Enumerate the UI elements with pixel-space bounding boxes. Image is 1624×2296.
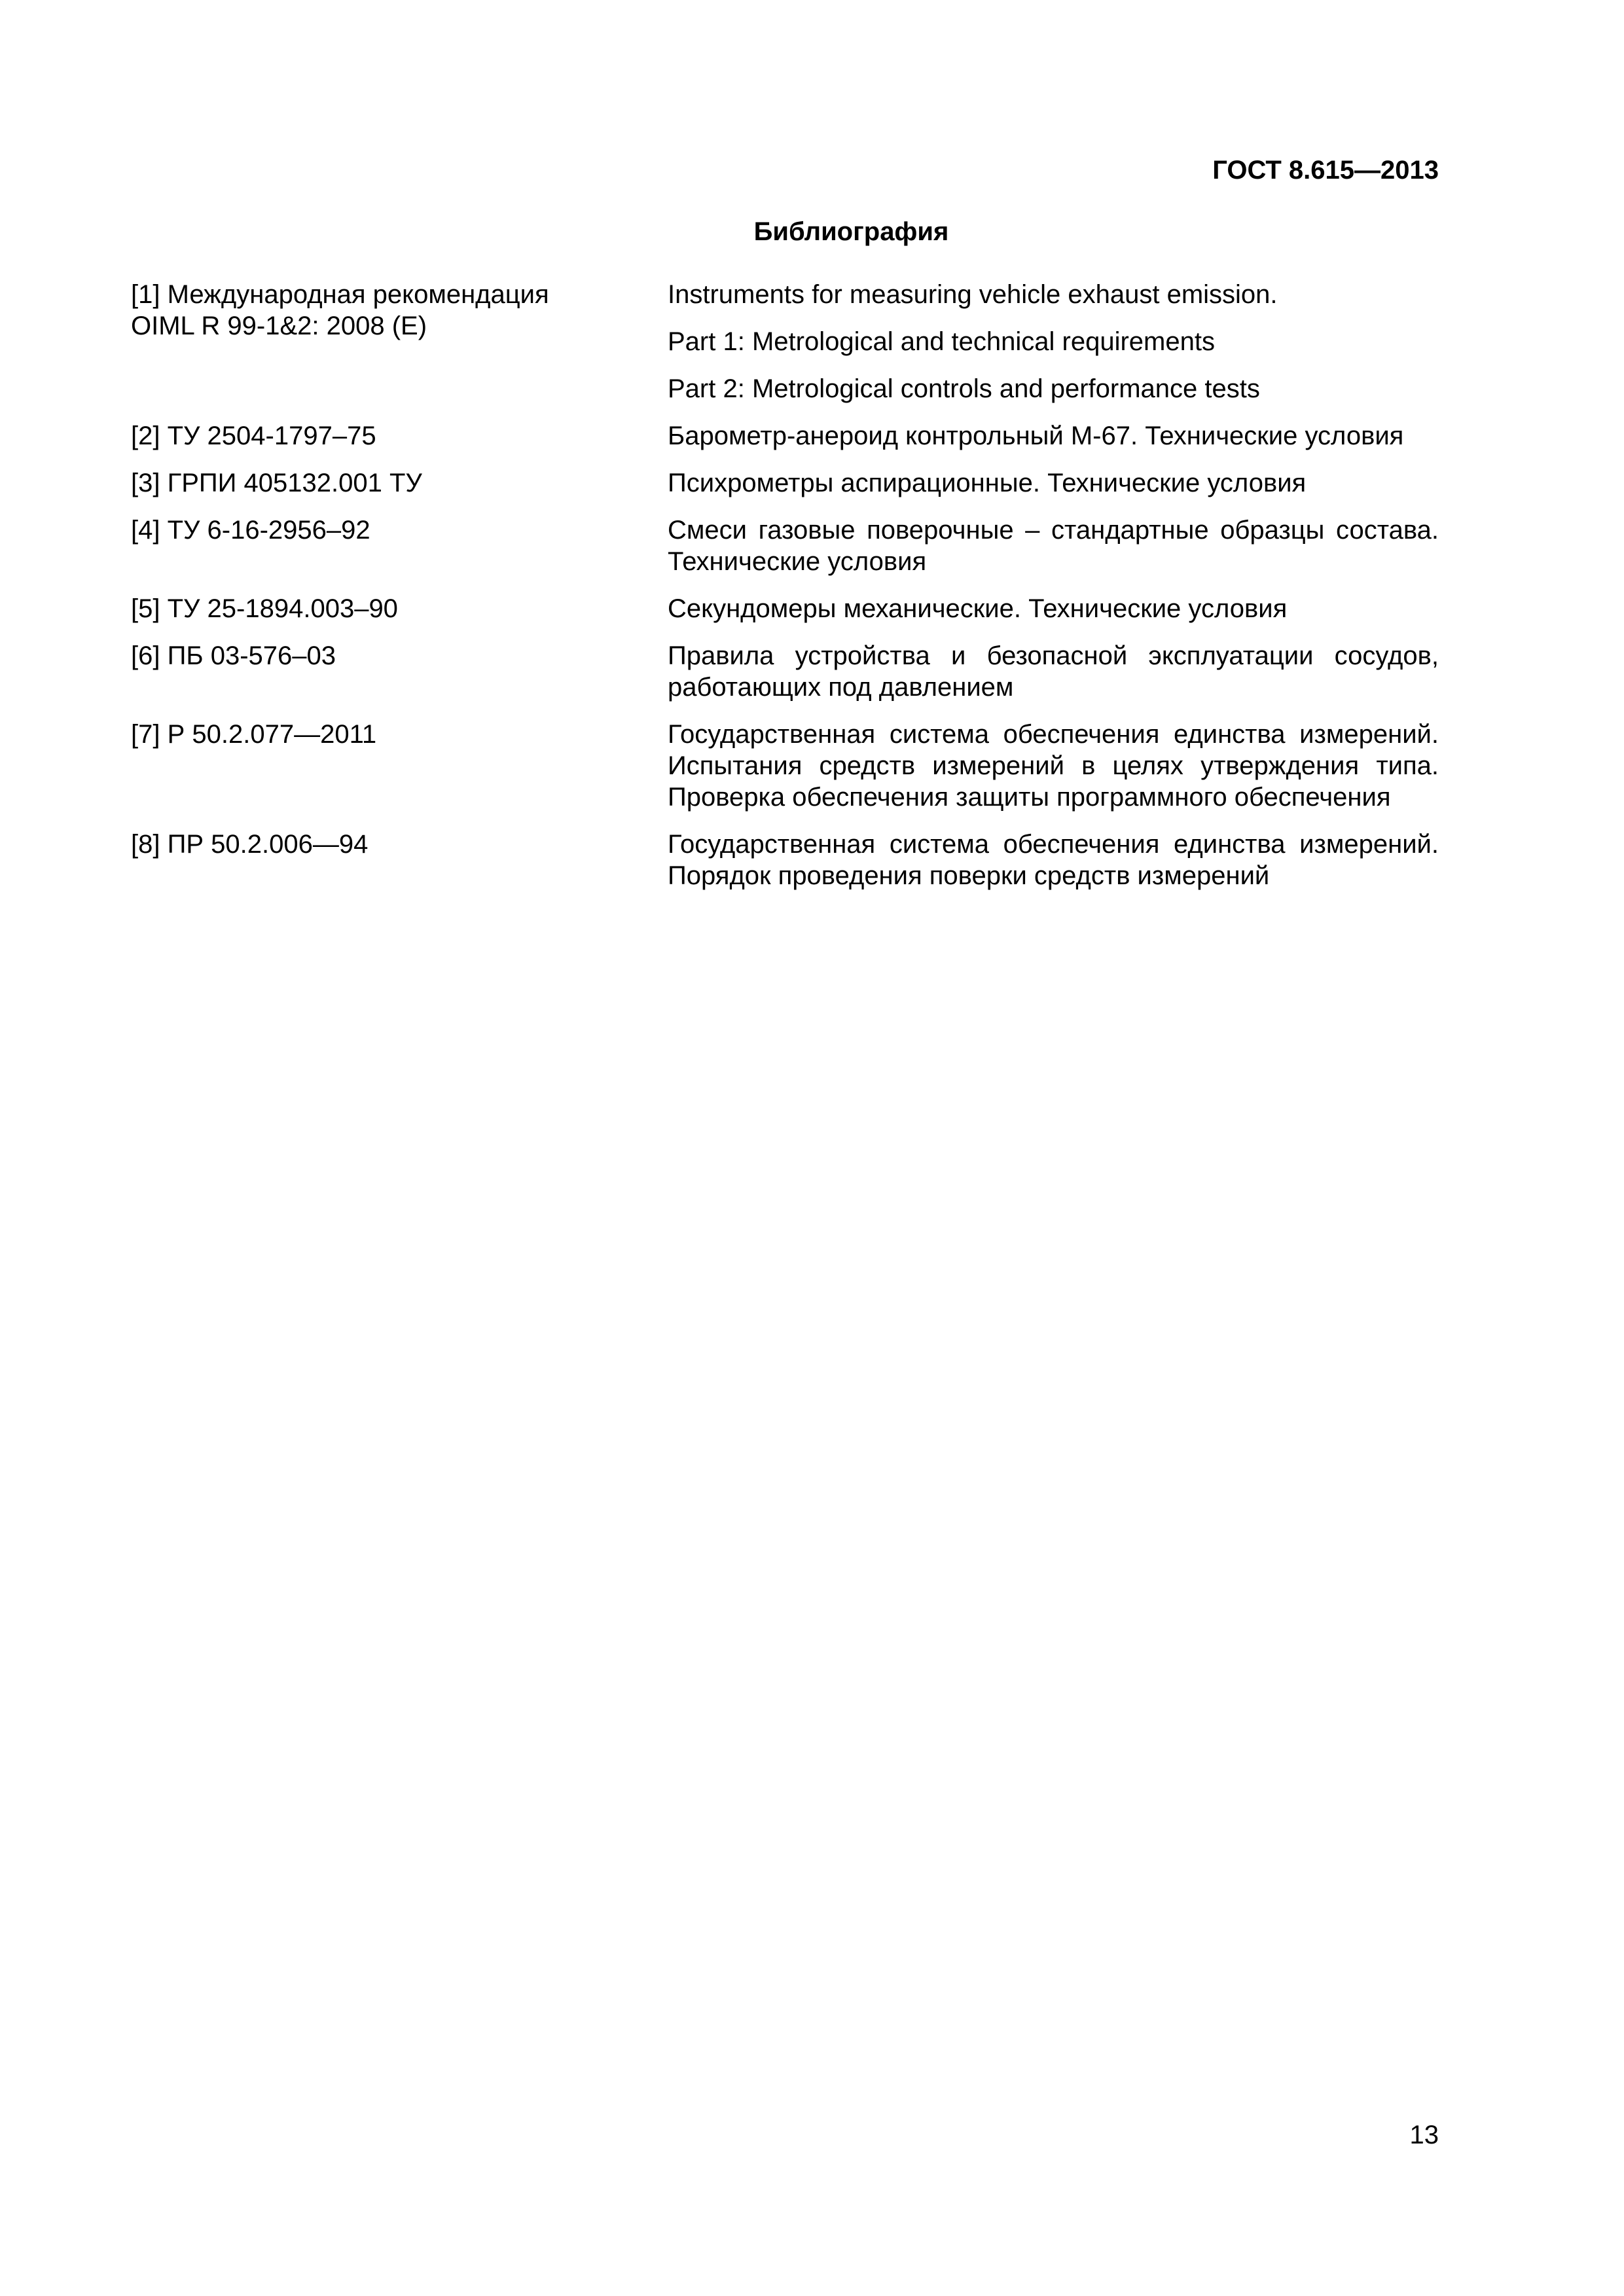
reference-line: [1] Международная рекомендация <box>131 280 549 309</box>
entry-reference <box>131 279 668 404</box>
entry-reference <box>131 593 668 624</box>
entry-description <box>668 829 1439 891</box>
entry-reference <box>131 514 668 577</box>
page-number: 13 <box>1409 2121 1439 2149</box>
description-line: Государственная система обеспечения единства измерений. Порядок проведения поверки средств измерений <box>668 830 1439 890</box>
entry-description <box>668 514 1439 577</box>
reference-line: [3] ГРПИ 405132.001 ТУ <box>131 469 422 497</box>
reference-line: [8] ПР 50.2.006—94 <box>131 830 369 859</box>
description-line: Part 1: Metrological and technical requirements <box>668 327 1215 356</box>
entry-reference <box>131 467 668 499</box>
bibliography-entry <box>131 420 1439 452</box>
entry-description <box>668 279 1439 404</box>
description-line: Психрометры аспирационные. Технические условия <box>668 469 1307 497</box>
description-line: Государственная система обеспечения единства измерений. Испытания средств измерений в целях утверждения типа. Проверка обеспечения защиты программного обеспечения <box>668 720 1439 812</box>
entry-description <box>668 467 1439 499</box>
entry-description <box>668 593 1439 624</box>
description-line: Барометр-анероид контрольный М-67. Технические условия <box>668 422 1404 450</box>
entry-reference <box>131 719 668 813</box>
description-line: Правила устройства и безопасной эксплуатации сосудов, работающих под давлением <box>668 641 1439 702</box>
description-line: Part 2: Metrological controls and performance tests <box>668 374 1260 403</box>
reference-line: [7] Р 50.2.077—2011 <box>131 720 377 749</box>
bibliography-entry <box>131 640 1439 703</box>
bibliography-entry <box>131 719 1439 813</box>
section-title: Библиография <box>753 217 949 246</box>
entry-reference <box>131 640 668 703</box>
entry-description <box>668 640 1439 703</box>
bibliography-entry <box>131 514 1439 577</box>
reference-line: [5] ТУ 25-1894.003–90 <box>131 594 398 623</box>
reference-line: OIML R 99-1&2: 2008 (E) <box>131 312 427 340</box>
bibliography-list <box>131 279 1439 907</box>
description-line: Секундомеры механические. Технические условия <box>668 594 1288 623</box>
description-line: Instruments for measuring vehicle exhaust emission. <box>668 280 1278 309</box>
entry-reference <box>131 829 668 891</box>
bibliography-entry <box>131 467 1439 499</box>
bibliography-entry <box>131 829 1439 891</box>
bibliography-entry <box>131 279 1439 404</box>
reference-line: [4] ТУ 6-16-2956–92 <box>131 516 370 545</box>
reference-line: [2] ТУ 2504-1797–75 <box>131 422 376 450</box>
entry-description <box>668 719 1439 813</box>
bibliography-entry <box>131 593 1439 624</box>
document-code: ГОСТ 8.615—2013 <box>1212 156 1439 185</box>
entry-description <box>668 420 1439 452</box>
description-line: Смеси газовые поверочные – стандартные образцы состава. Технические условия <box>668 516 1439 576</box>
reference-line: [6] ПБ 03-576–03 <box>131 641 336 670</box>
entry-reference <box>131 420 668 452</box>
